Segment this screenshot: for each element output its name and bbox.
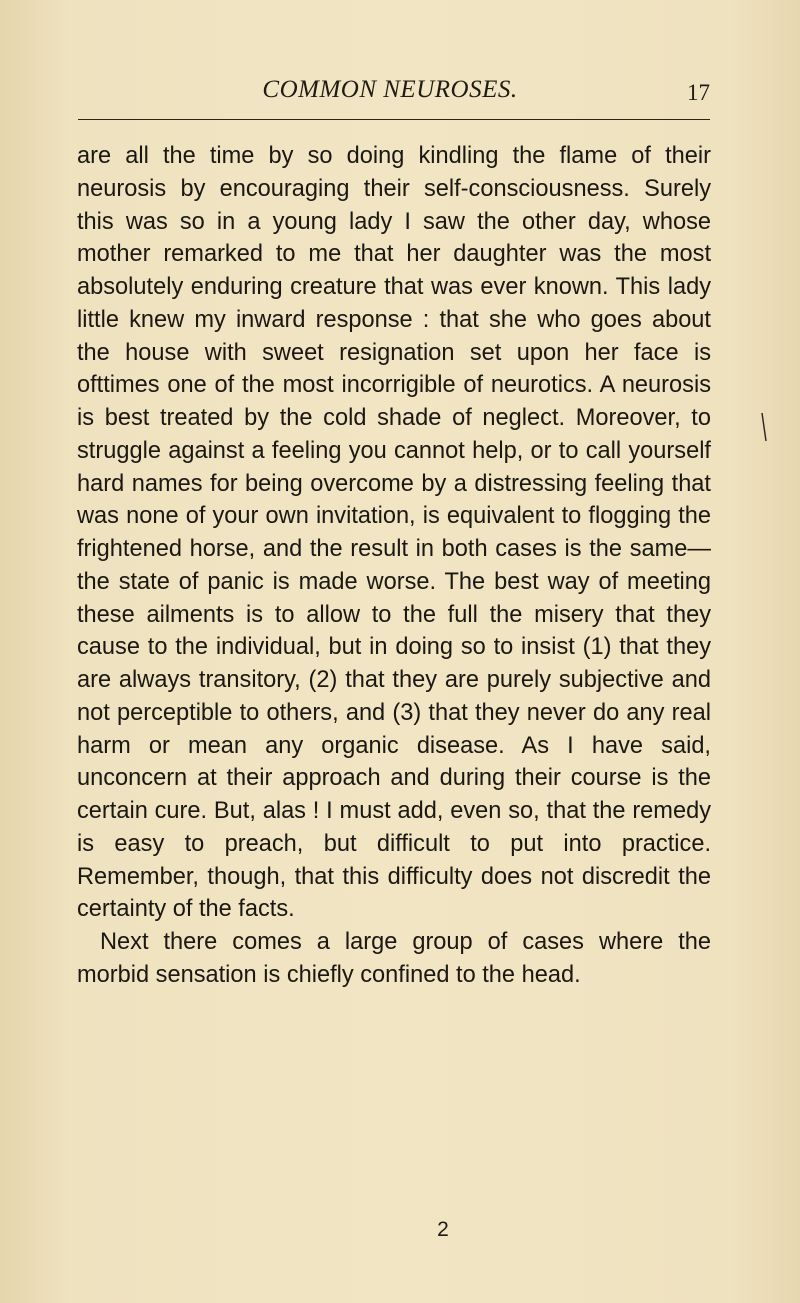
paragraph: are all the time by so doing kindling the flame of their neurosis by encouraging their self-consciousness. Surely this was so in a young lady I saw the other day, whose mother remarked to me that her daughter was the most absolutely enduring creature that was ever known. This lady little knew my inward response : that she who goes about the house with sweet resignation set upon her face is ofttimes one of the most incorrigible of neurotics. A neurosis is best treated by the cold shade of neglect. Moreover, to struggle against a feeling you cannot help, or to call yourself hard names for being overcome by a distressing feeling that was none of your own invitation, is equivalent to flogging the frightened horse, and the result in both cases is the same—the state of panic is made worse. The best way of meeting these ailments is to allow to the full the misery that they cause to the individual, but in doing so to insist (1) that they are always transitory, (2) that they are purely subjective and not perceptible to others, and (3) that they never do any real harm or mean any organic disease. As I have said, unconcern at their approach and during their course is the certain cure. But, alas ! I must add, even so, that the remedy is easy to preach, but difficult to put into practice. Remember, though, that this difficulty does not discredit the certainty of the facts. <box>77 143 711 923</box>
paragraph: Next there comes a large group of cases where the morbid sensation is chiefly confined to the head. <box>77 929 711 988</box>
header-rule <box>78 119 710 120</box>
margin-mark-icon <box>760 412 768 442</box>
page-header <box>70 70 710 110</box>
page-number: 17 <box>687 80 710 105</box>
body-text <box>77 140 711 992</box>
signature-mark: 2 <box>437 1218 449 1241</box>
running-title: COMMON NEUROSES. <box>262 76 518 103</box>
